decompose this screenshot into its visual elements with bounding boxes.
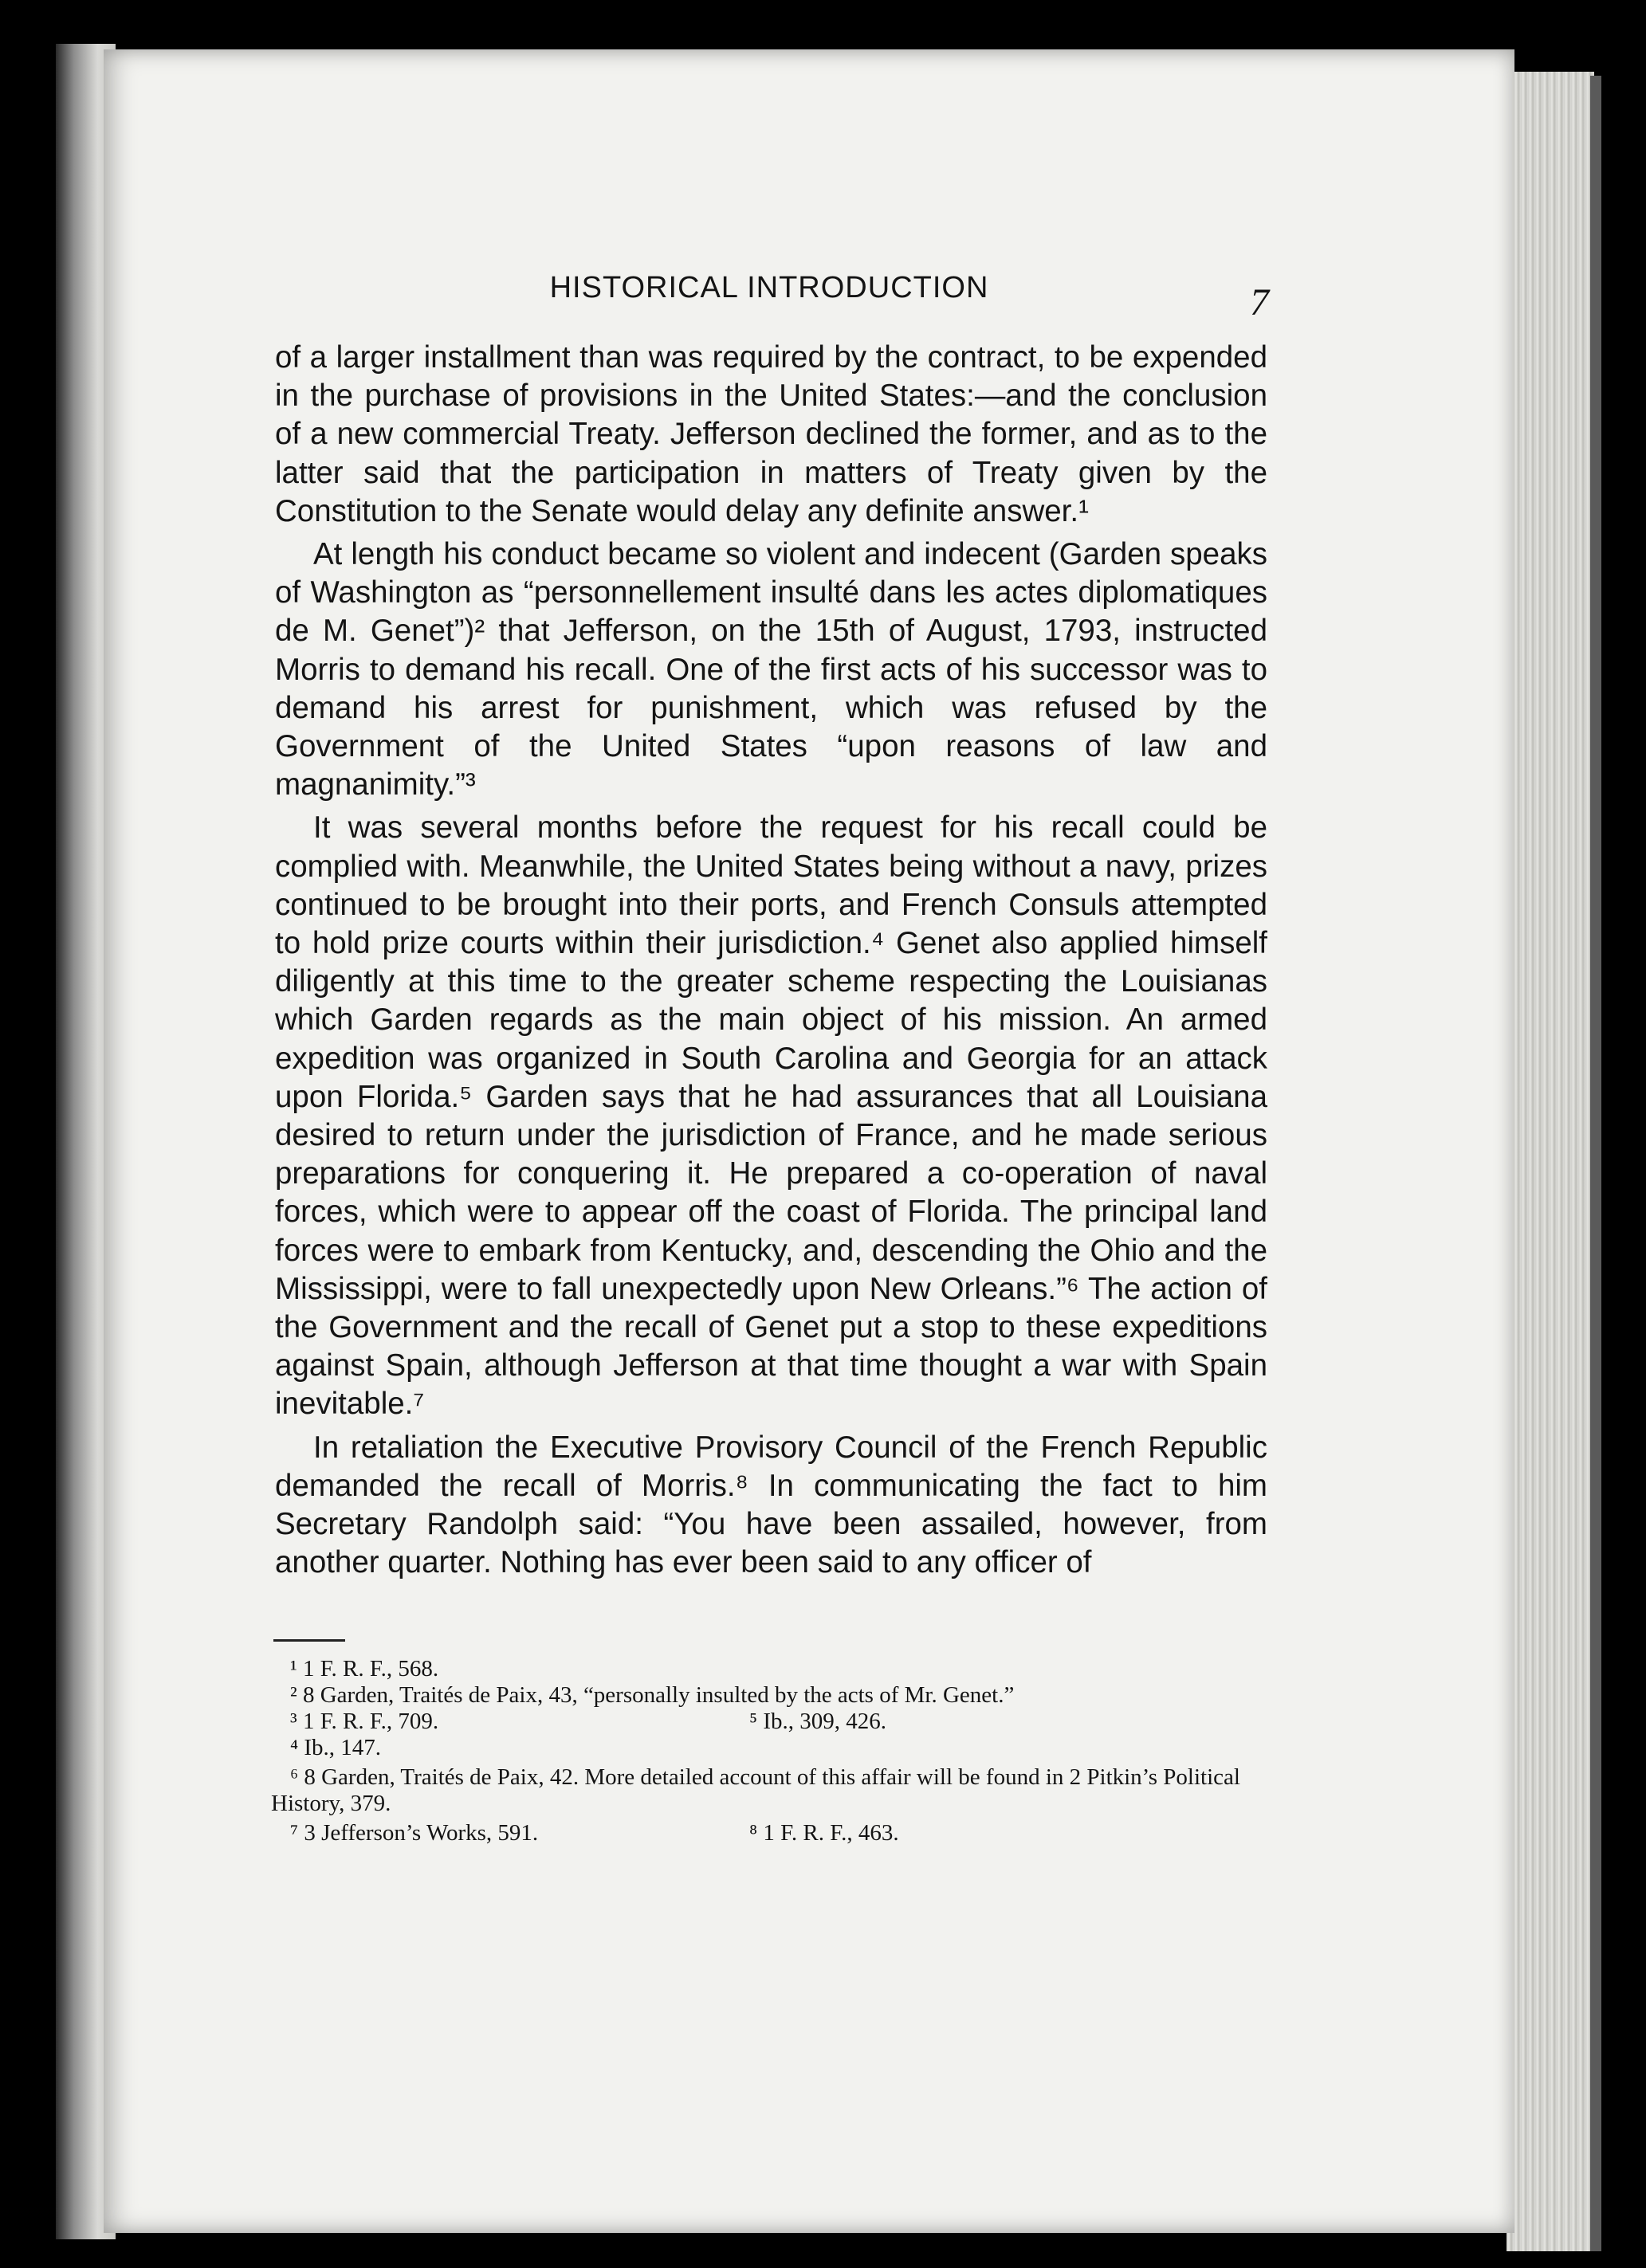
footnote-4-text: ⁴ Ib., 147. bbox=[290, 1735, 382, 1760]
page-number: 7 bbox=[1250, 281, 1269, 324]
footnote-3-text: ³ 1 F. R. F., 709. bbox=[290, 1709, 439, 1734]
running-title: HISTORICAL INTRODUCTION bbox=[549, 271, 989, 304]
footnote-8-text: ⁸ 1 F. R. F., 463. bbox=[749, 1820, 899, 1846]
footnote-6: ⁶ 8 Garden, Traités de Paix, 42. More detailed account of this affair will be found in 2 Pitkin’s Political History, 379. bbox=[271, 1764, 1240, 1816]
paragraph-4: In retaliation the Executive Provisory Council of the French Republic demanded the recall of Morris.⁸ In communicating the fact to him Secretary Randolph said: “You have been assailed, however, from another quarter. Nothing has ever been said to any officer of bbox=[275, 1430, 1267, 1580]
paragraph-1: of a larger installment than was required by the contract, to be expended in the purchase of provisions in the United States:—and the conclusion of a new commercial Treaty. Jefferson declined the former, and as to the latter said that the participation in matters of Treaty given by the Constitution to the Senate would delay any definite answer.¹ bbox=[275, 340, 1267, 528]
footnote-1 bbox=[271, 1656, 1267, 1682]
footnote-7-and-8 bbox=[271, 1820, 1267, 1846]
footnote-5-text: ⁵ Ib., 309, 426. bbox=[749, 1709, 887, 1734]
page-stack-shadow bbox=[1590, 76, 1601, 2251]
footnote-2-text: ² 8 Garden, Traités de Paix, 43, “personally insulted by the acts of Mr. Genet.” bbox=[290, 1682, 1015, 1708]
paragraph-3: It was several months before the request for his recall could be complied with. Meanwhile, the United States being without a navy, prizes continued to be brought into their ports, and French Consuls attempted to hold prize courts within their jurisdiction.⁴ Genet also applied himself diligently at this time to the greater scheme respecting the Louisianas which Garden regards as the main object of his mission. An armed expedition was organized in South Carolina and Georgia for an attack upon Florida.⁵ Garden says that he had assurances that all Louisiana desired to return under the jurisdiction of France, and he made serious preparations for conquering it. He prepared a co-operation of naval forces, which were to appear off the coast of Florida. The principal land forces were to embark from Kentucky, and, descending the Ohio and the Mississippi, were to fall unexpectedly upon New Orleans.”⁶ The action of the Government and the recall of Genet put a stop to these expeditions against Spain, although Jefferson at that time thought a war with Spain inevitable.⁷ bbox=[275, 810, 1267, 1422]
footnote-rule bbox=[273, 1639, 345, 1642]
footnote-4 bbox=[271, 1735, 1267, 1761]
paragraph-2: At length his conduct became so violent and indecent (Garden speaks of Washington as “personnellement insulté dans les actes diplomatiques de M. Genet”)² that Jefferson, on the 15th of August, 1793, instructed Morris to demand his recall. One of the first acts of his successor was to demand his arrest for punishment, which was refused by the Government of the United States “upon reasons of law and magnanimity.”³ bbox=[275, 537, 1267, 802]
page-stack-edge bbox=[1507, 72, 1594, 2251]
footnote-2 bbox=[271, 1682, 1267, 1709]
body-text bbox=[275, 339, 1267, 1587]
footnote-3-and-5 bbox=[271, 1709, 1267, 1735]
footnote-7-text: ⁷ 3 Jefferson’s Works, 591. bbox=[290, 1820, 539, 1846]
footnotes bbox=[271, 1656, 1267, 1846]
footnote-1-text: ¹ 1 F. R. F., 568. bbox=[290, 1656, 439, 1681]
